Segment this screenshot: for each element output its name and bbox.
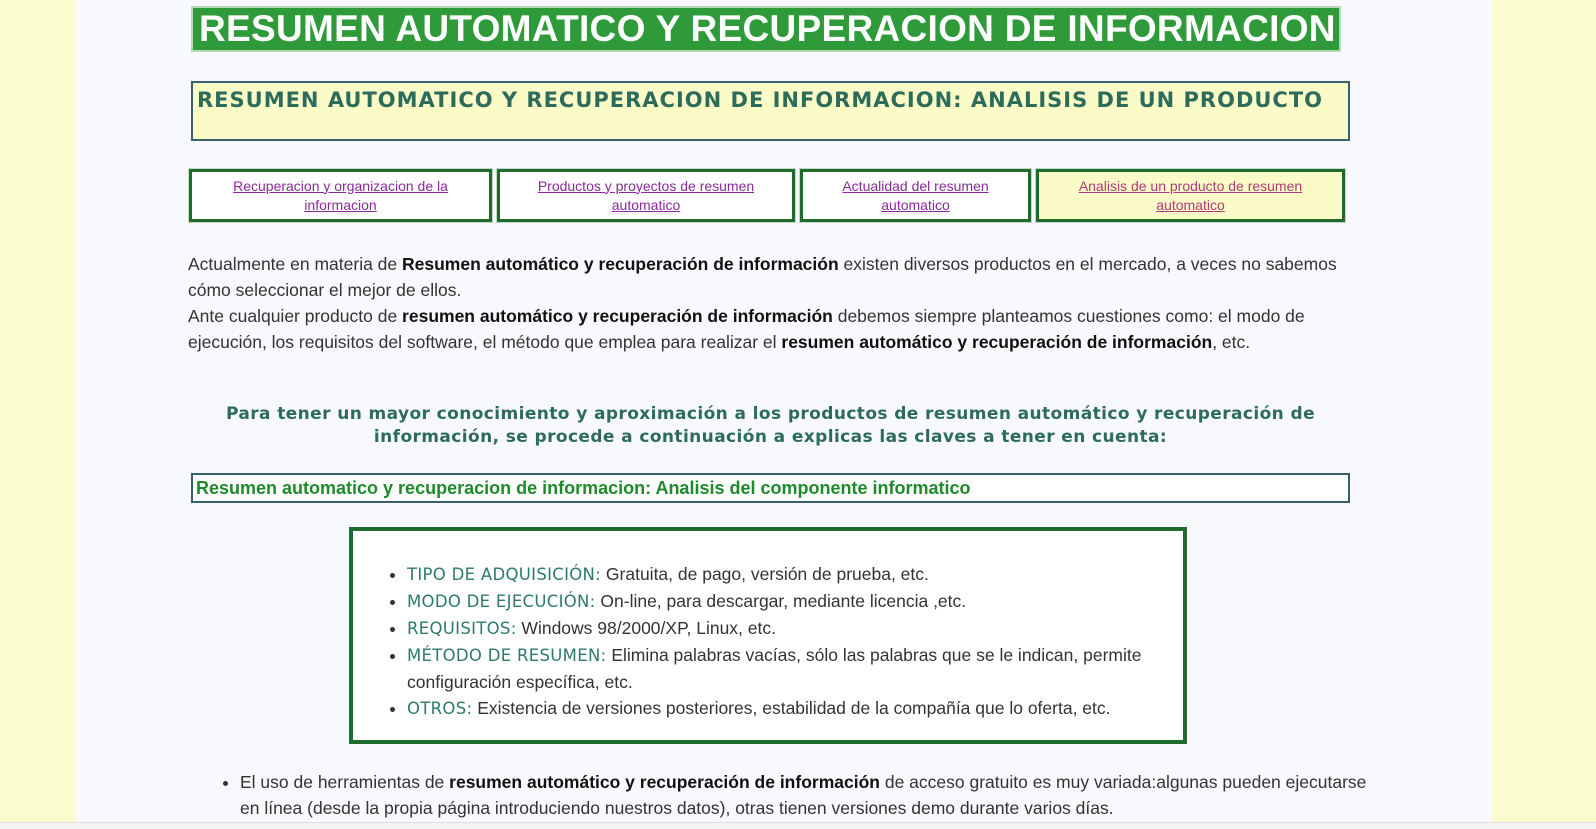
intro-paragraph [188,251,1353,355]
criteria-value: Gratuita, de pago, versión de prueba, etc. [601,564,929,584]
criteria-value: Elimina palabras vacías, sólo las palabras que se le indican, permite configuración específica, etc. [407,645,1142,692]
paragraph-bold: resumen automático y recuperación de información [402,306,833,326]
bottom-list [216,769,1380,821]
list-item [407,695,1173,722]
page-content [76,0,1492,822]
bottom-text: El uso de herramientas de [240,772,450,792]
page-subtitle: RESUMEN AUTOMATICO Y RECUPERACION DE INFORMACION: ANALISIS DE UN PRODUCTO [191,81,1350,141]
nav-bar [189,169,1350,222]
paragraph-text: debemos siempre planteamos cuestiones como: el modo de ejecución, los requisitos del software, el método que emplea para realizar el [188,306,1305,352]
intro-heading: Para tener un mayor conocimiento y aproximación a los productos de resumen automático y recuperación de información, se procede a continuación a explicas las claves a tener en cuenta: [225,404,1316,447]
criteria-box [349,527,1187,744]
criteria-key: REQUISITOS: [407,619,517,638]
nav-link-productos[interactable]: Productos y proyectos de resumen automatico [537,177,755,213]
paragraph-text: , etc. [1212,332,1251,352]
section-title: Resumen automatico y recuperacion de informacion: Analisis del componente informatico [191,473,1350,503]
list-item [407,615,1173,642]
criteria-value: Existencia de versiones posteriores, estabilidad de la compañía que lo oferta, etc. [472,698,1111,718]
nav-item-recuperacion[interactable] [189,169,492,222]
list-item [407,588,1173,615]
nav-link-analisis[interactable]: Analisis de un producto de resumen automatico [1078,177,1303,213]
bottom-bold: resumen automático y recuperación de información [449,772,880,792]
criteria-key: MODO DE EJECUCIÓN: [407,592,596,611]
paragraph-text: existen diversos productos en el mercado, a veces no sabemos cómo seleccionar el mejor de ellos. [188,254,1337,300]
bottom-text: de acceso gratuito es muy variada:algunas pueden ejecutarse en línea (desde la propia página introduciendo nuestros datos), otras tienen versiones demo durante varios días. [240,772,1367,818]
criteria-key: OTROS: [407,699,473,718]
list-item [240,769,1380,821]
criteria-key: MÉTODO DE RESUMEN: [407,646,607,665]
nav-item-actualidad[interactable] [800,169,1031,222]
criteria-value: Windows 98/2000/XP, Linux, etc. [516,618,776,638]
page-title: RESUMEN AUTOMATICO Y RECUPERACION DE INFORMACION [191,6,1341,52]
nav-item-productos[interactable] [497,169,795,222]
paragraph-text: Ante cualquier producto de [188,306,403,326]
paragraph-bold: Resumen automático y recuperación de información [402,254,839,274]
list-item [407,642,1173,695]
criteria-key: TIPO DE ADQUISICIÓN: [407,565,602,584]
paragraph-text: Actualmente en materia de [188,254,403,274]
list-item [407,561,1173,588]
nav-link-actualidad[interactable]: Actualidad del resumen automatico [842,177,989,213]
criteria-list [353,531,1183,722]
criteria-value: On-line, para descargar, mediante licencia ,etc. [595,591,967,611]
nav-link-recuperacion[interactable]: Recuperacion y organizacion de la informacion [233,177,448,213]
nav-item-analisis[interactable] [1036,169,1345,222]
paragraph-bold: resumen automático y recuperación de información [781,332,1213,352]
